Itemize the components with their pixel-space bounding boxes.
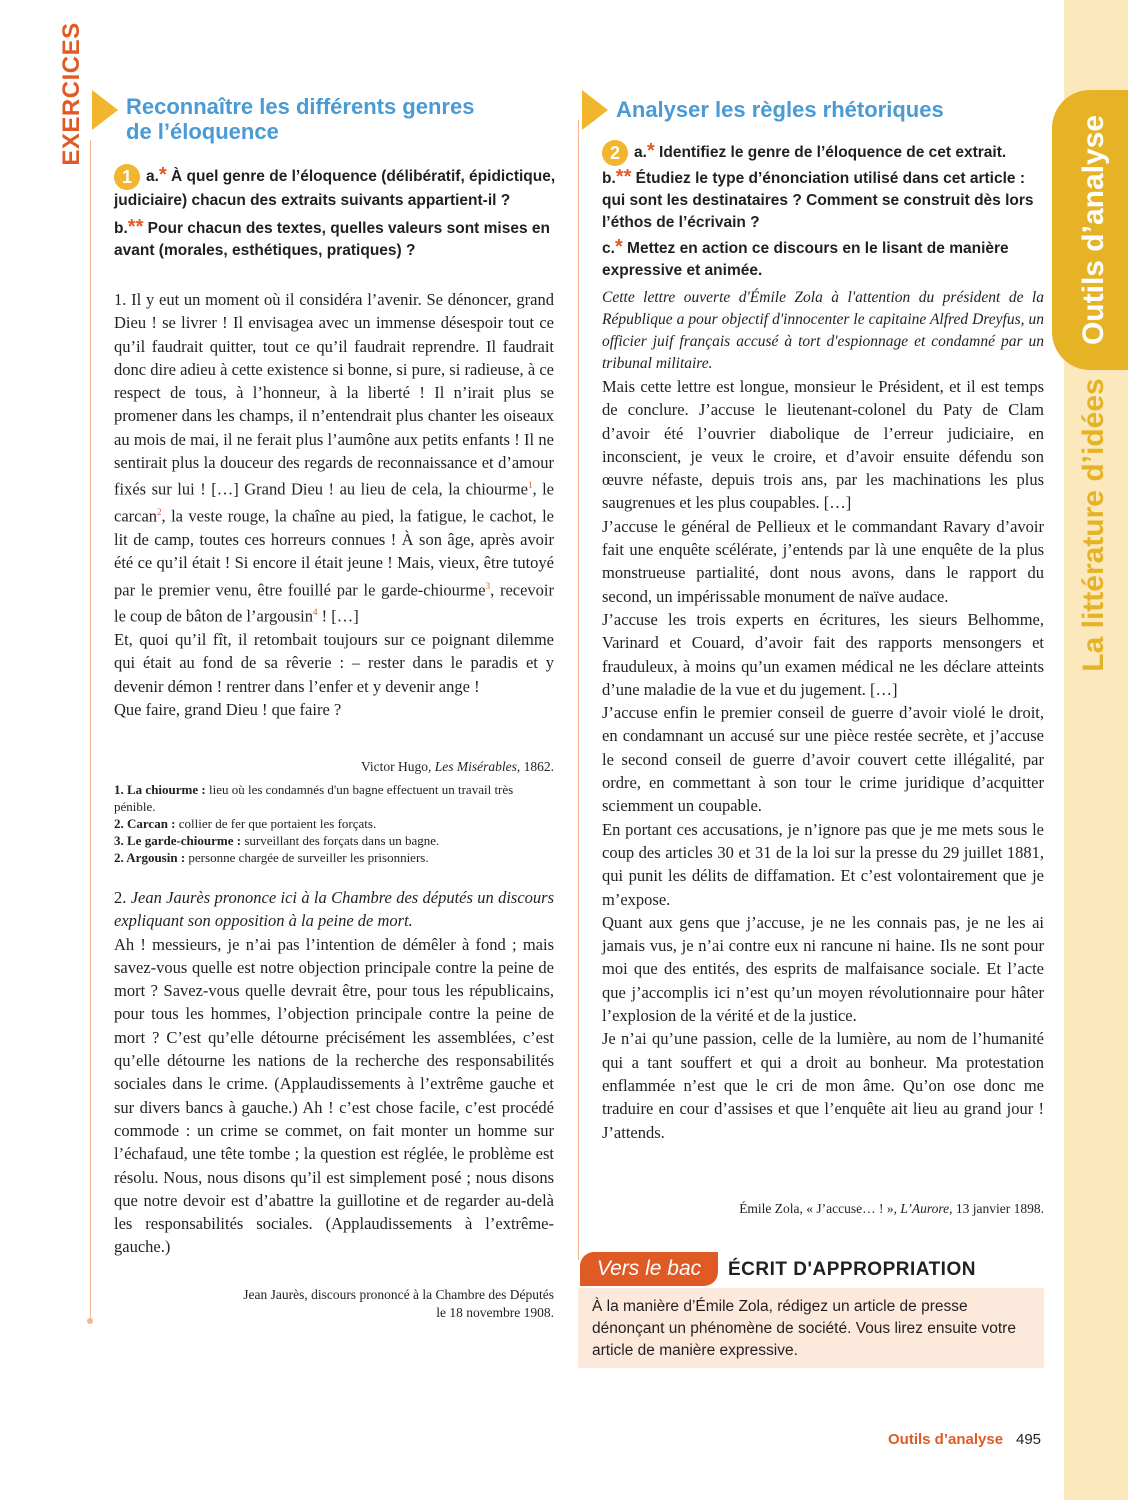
bac-exercise-title: ÉCRIT D'APPROPRIATION <box>728 1259 976 1280</box>
footnote-ref-2[interactable]: 2 <box>157 507 162 518</box>
bac-exercise-text: À la manière d’Émile Zola, rédigez un article de presse dénonçant un phénomène de société. Vous lirez ensuite votre article de manière expressive. <box>592 1298 1016 1359</box>
question-number-badge: 2 <box>602 140 628 166</box>
question-2b: b.** Étudiez le type d’énonciation utilisé dans cet article : qui sont les destinataires ? Comment se construit dès lors l’éthos de l’écrivain ? <box>602 166 1034 231</box>
footnote-3: 3. Le garde-chiourme : surveillant des forçats dans un bagne. <box>114 833 440 848</box>
footnote-ref-1[interactable]: 1 <box>527 480 533 491</box>
question-1a: 1 a.* À quel genre de l’éloquence (délibératif, épidictique, judiciaire) chacun des extraits suivants appartient-il ? <box>114 164 556 209</box>
question-1 <box>114 164 556 266</box>
exercises-tag <box>58 22 85 166</box>
text-3-intro: Cette lettre ouverte d'Émile Zola à l'attention du président de la République a pour objectif d'innocenter le capitaine Alfred Dreyfus, un officier juif français accusé à tort d'espionnage et condamné par un tribunal militaire. <box>602 289 1044 372</box>
footnotes <box>114 781 554 866</box>
footnote-ref-4[interactable]: 4 <box>313 607 318 618</box>
footer-section-label: Outils d’analyse <box>888 1431 1004 1448</box>
text-3-paragraph-3: J’accuse les trois experts en écritures, les sieurs Belhomme, Varinard et Couard, d’avoir fait des rapports mensongers et frauduleux, à moins qu’un examen médical ne les déclare atteints d’une maladie de la vue et du jugement. […] <box>602 609 1044 699</box>
text-3-source: Émile Zola, « J’accuse… ! », L’Aurore, 13 janvier 1898. <box>739 1201 1044 1216</box>
text-3-zola <box>602 287 1044 1144</box>
question-2a: 2 a.* Identifiez le genre de l’éloquence de cet extrait. <box>602 140 1044 166</box>
difficulty-star-icon: ** <box>127 216 144 238</box>
footnote-2: 2. Carcan : collier de fer que portaient les forçats. <box>114 816 377 831</box>
text-3-paragraph-4: J’accuse enfin le premier conseil de guerre d’avoir violé le droit, en condamnant un accusé sur une pièce restée secrète, et j’accuse le second conseil de guerre d’avoir couvert cette illégalité, par ordre, en commettant à son tour le crime juridique d’acquitter sciemment un coupable. <box>602 703 1044 816</box>
section-title-left: Reconnaître les différents genres de l’éloquence <box>126 94 475 144</box>
text-3-paragraph-2: J’accuse le général de Pellieux et le commandant Ravary d’avoir fait une enquête scélérate, j’entends par là une enquête de la plus monstrueuse partialité, dont nous avons, dans le rapport du second, un impérissable monument de naïve audace. <box>602 516 1044 606</box>
text-2-body: Ah ! messieurs, je n’ai pas l’intention de démêler à fond ; mais savez-vous quelle est notre objection principale contre la peine de mort ? Savez-vous quelle devrait être, pour tous les républicains, pour tous les hommes, l’objection principale contre la peine de mort ? C’est qu’elle détourne précisément les assemblées, c’est qu’elle détourne les nations de la recherche des responsabilités sociales dans le crime. (Applaudissements à l’extrême gauche et sur divers bancs à gauche.) Ah ! c’est chose facile, c’est procédé commode : un crime se commet, on fait monter un homme sur l’échafaud, une tête tombe ; la question est réglée, le problème est résolu. Nous, nous disons qu’il est simplement posé ; nous disons que notre devoir est d’abattre la guillotine et de regarder au-delà les responsabilités sociales. (Applaudissements à l’extrême-gauche.) <box>114 934 554 1257</box>
page-number: 495 <box>1016 1431 1042 1448</box>
text-1-paragraph-1: 1. Il y eut un moment où il considéra l’avenir. Se dénoncer, grand Dieu ! se livrer ! Il envisagea avec un immense désespoir tout ce qu’il faudrait quitter, tout ce qu’il faudrait reprendre. Il faudrait donc dire adieu à cette existence si bonne, si pure, si radieuse, à ce respect de tous, à l’honneur, à la liberté ! Il n’irait plus se promener dans les champs, il n’entendrait plus chanter les oiseaux au mois de mai, il ne ferait plus l’aumône aux petits enfants ! Il ne sentirait plus la douceur des regards de reconnaissance et d’amour fixés sur lui ! […] Grand Dieu ! au lieu de cela, la chiourme$^1$, le carcan$^2$, la veste rouge, la chaîne au pied, la fatigue, le cachot, le lit de camp, toutes ces horreurs connues ! À son âge, après avoir été ce qu’il était ! Si encore il était jeune ! Mais, vieux, être tutoyé par le premier venu, être fouillé par le garde-chiourme$^3$, recevoir le coup de bâton de l’argousin$^4$ ! […] <box>114 290 554 626</box>
question-2c: c.* Mettez en action ce discours en le lisant de manière expressive et animée. <box>602 236 1009 279</box>
heading-arrow-icon <box>92 90 118 130</box>
left-margin-rule <box>90 140 91 1320</box>
text-2-intro: 2. Jean Jaurès prononce ici à la Chambre des députés un discours expliquant son opposition à la peine de mort. <box>114 888 554 931</box>
text-1-source: Victor Hugo, Les Misérables, 1862. <box>360 759 554 774</box>
text-1-hugo <box>114 288 554 721</box>
footnote-1: 1. La chiourme : lieu où les condamnés d'un bagne effectuent un travail très pénible. <box>114 782 514 814</box>
exercises-label: EXERCICES <box>58 22 85 166</box>
column-divider <box>578 120 579 1260</box>
text-2-jaures <box>114 886 554 1259</box>
sidebar-chapter-label: La littérature d’idées <box>1077 378 1110 672</box>
text-3-paragraph-6: Quant aux gens que j’accuse, je ne les connais pas, je ne les ai jamais vus, je n’ai contre eux ni rancune ni haine. Ils ne sont pour moi que des entités, des esprits de malfaisance sociale. Et l’acte que j’accomplis ici n’est qu’un moyen révolutionnaire pour hâter l’explosion de la vérité et de la justice. <box>602 912 1044 1026</box>
text-3-paragraph-1: Mais cette lettre est longue, monsieur le Président, et il est temps de conclure. J’accuse le lieutenant-colonel du Paty de Clam d’avoir été l’ouvrier diabolique de l’erreur judiciaire, en inconscient, je veux le croire, et d’avoir ensuite défendu son œuvre néfaste, depuis trois ans, par les machinations les plus saugrenues et les plus coupables. […] <box>602 377 1044 513</box>
text-2-source: Jean Jaurès, discours prononcé à la Chambre des Députés le 18 novembre 1908. <box>243 1287 554 1320</box>
difficulty-star-icon: * <box>614 236 623 258</box>
difficulty-star-icon: * <box>158 164 167 186</box>
sidebar-tab-label: Outils d’analyse <box>1077 114 1110 346</box>
difficulty-star-icon: ** <box>615 166 632 188</box>
difficulty-star-icon: * <box>646 140 655 162</box>
footnote-4: 2. Argousin : personne chargée de surveiller les prisonniers. <box>114 850 429 865</box>
text-3-paragraph-7: Je n’ai qu’une passion, celle de la lumière, au nom de l’humanité qui a tant souffert et qui a droit au bonheur. Ma protestation enflammée n’est que le cri de mon âme. Qu’on ose donc me traduire en cour d’assises et que l’enquête ait lieu au grand jour ! J’attends. <box>602 1029 1044 1142</box>
question-1b: b.** Pour chacun des textes, quelles valeurs sont mises en avant (morales, esthétiques, pratiques) ? <box>114 216 550 259</box>
text-1-paragraph-2: Et, quoi qu’il fît, il retombait toujours sur ce poignant dilemme qui était au fond de sa rêverie : – rester dans le paradis et y devenir démon ! rentrer dans l’enfer et y devenir ange ! <box>114 630 554 696</box>
question-number-badge: 1 <box>114 164 140 190</box>
left-margin-rule-dot <box>87 1318 93 1324</box>
section-title-right: Analyser les règles rhétoriques <box>616 97 944 122</box>
bac-exercise-box <box>578 1288 1044 1368</box>
text-1-paragraph-3: Que faire, grand Dieu ! que faire ? <box>114 700 342 720</box>
text-3-paragraph-5: En portant ces accusations, je n’ignore pas que je me mets sous le coup des articles 30 et 31 de la loi sur la presse du 29 juillet 1881, qui punit les délits de diffamation. Et c’est volontairement que je m’expose. <box>602 819 1044 909</box>
heading-arrow-icon <box>582 90 608 130</box>
vers-le-bac-badge: Vers le bac <box>580 1252 718 1286</box>
question-2 <box>602 140 1044 282</box>
footnote-ref-3[interactable]: 3 <box>485 580 491 591</box>
